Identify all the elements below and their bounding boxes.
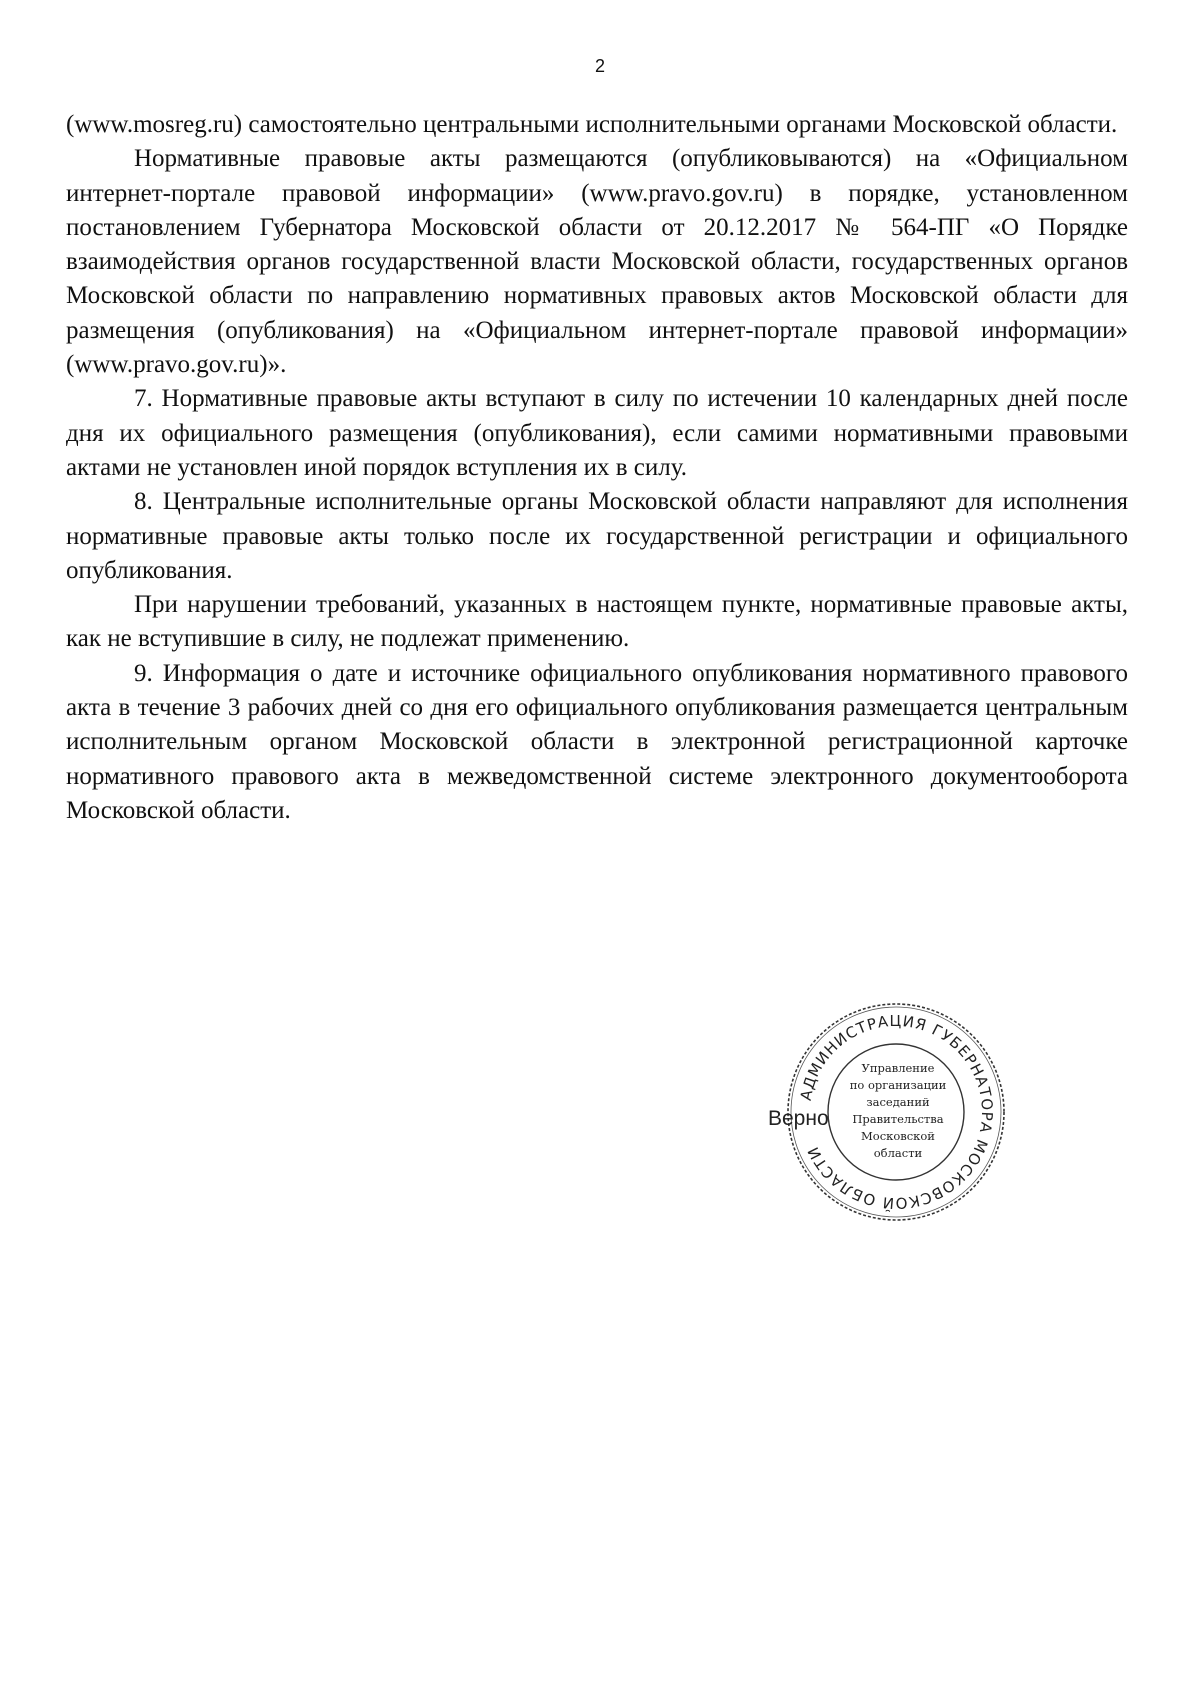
- stamp-inner-text: [846, 1060, 950, 1162]
- paragraph: 8. Центральные исполнительные органы Московской области направляют для исполнения нормативные правовые акты только после их государственной регистрации и официального опубликования.: [66, 488, 1128, 584]
- stamp-ring-textpath: АДМИНИСТРАЦИЯ ГУБЕРНАТОРА МОСКОВСКОЙ ОБЛАСТИ: [796, 1011, 997, 1213]
- verno-mark: Верно: [768, 1107, 829, 1130]
- stamp-line: области: [873, 1146, 923, 1160]
- paragraph: (www.mosreg.ru) самостоятельно центральными исполнительными органами Московской области.: [66, 111, 1118, 138]
- stamp-line: по организации: [849, 1078, 947, 1092]
- stamp-line: заседаний: [866, 1095, 930, 1109]
- paragraph: При нарушении требований, указанных в настоящем пункте, нормативные правовые акты, как не вступившие в силу, не подлежат применению.: [66, 591, 1128, 653]
- paragraph: Нормативные правовые акты размещаются (опубликовываются) на «Официальном интернет-портале правовой информации» (www.pravo.gov.ru) в порядке, установленном постановлением Губернатора Московской области от 20.12.2017 № 564-ПГ «О Порядке взаимодействия органов государственной власти Московской области, государственных органов Московской области по направлению нормативных правовых актов Московской области для размещения (опубликования) на «Официальном интернет-портале правовой информации» (www.pravo.gov.ru)».: [66, 145, 1128, 379]
- page-number: 2: [594, 56, 605, 76]
- document-body: [66, 108, 1128, 828]
- paragraph: 9. Информация о дате и источнике официального опубликования нормативного правового акта в течение 3 рабочих дней со дня его официального опубликования размещается центральным исполнительным органом Московской области в электронной регистрационной карточке нормативного правового акта в межведомственной системе электронного документооборота Московской области.: [66, 659, 1128, 824]
- stamp-line: Московской: [861, 1129, 935, 1143]
- paragraph: 7. Нормативные правовые акты вступают в силу по истечении 10 календарных дней после дня их официального размещения (опубликования), если самими нормативными правовыми актами не установлен иной порядок вступления их в силу.: [66, 385, 1128, 481]
- stamp-line: Правительства: [852, 1112, 944, 1126]
- stamp-line: Управление: [861, 1061, 935, 1075]
